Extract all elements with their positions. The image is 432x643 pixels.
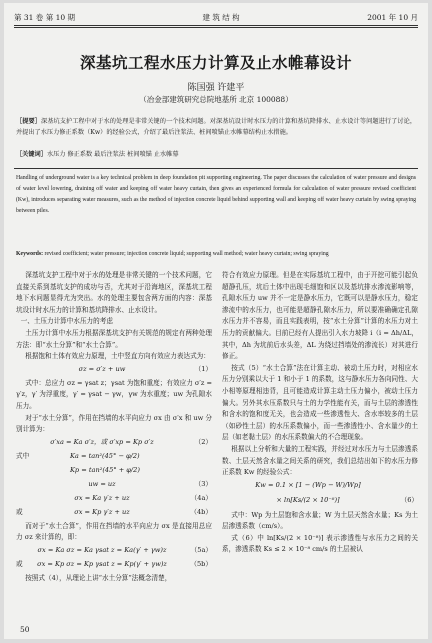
volume-issue: 第 31 卷 第 10 期 [14, 12, 76, 22]
keywords-english [16, 249, 416, 260]
journal-name: 建 筑 结 构 [202, 12, 240, 22]
header-rule-double [14, 27, 418, 28]
keywords-chinese [16, 149, 416, 160]
keywords-en-text: revised coefficient; water pressure; injection concrete liquid; supporting wall method; water heavy curtain; swing spraying [43, 251, 329, 257]
paper-affiliation: （冶金部建筑研究总院地基所 北京 100088） [139, 95, 293, 104]
equation-6-continued: × ln[Ks/(2 × 10⁻⁸)] （6） [276, 495, 418, 504]
keywords-en-label: Keywords: [16, 251, 44, 257]
body-paragraph: 符合有效应力原理。但是在实际基坑工程中，由于开挖可能引起负超静孔压，坑后土体中出现毛细饱和区以及基坑排水渗流影响等，孔隙水压力 uw 并不一定是静水压力，它既可以是静水压力，稳定渗流中的水压力，也可能是超静孔隙水压力，所以要准确确定孔隙水压力并不容易，而且实践表明，按“水土分算”计算的水压力对土压力的贡献偏大。目前已经有人提出引入水力坡降 i（i = Δh/ΔL，其中，Δh 为坑前后水头差，ΔL 为绕过挡墙处的渗流长）对其进行修正。 [222, 271, 418, 361]
body-paragraph: 式中：Wp 为土层饱和含水量；W 为土层天然含水量；Ks 为土层渗透系数（cm/s）。 [222, 510, 418, 531]
paper-page [4, 3, 428, 639]
equation-2: σ′xa = Ka σ′z，或 σ′xp = Kp σ′z （2） [50, 437, 212, 446]
page-number: 50 [20, 625, 30, 634]
body-paragraph: 根据以上分析和大量的工程实践，并经过对水压力与土层渗透系数、土层天然含水量之间关系的研究，我们总结出如下的水压力修正系数 Kw 的经验公式： [222, 444, 418, 477]
body-paragraph: 土压力计算中水压力根据深基坑支护有关规范的规定有两种处理方法：即“水土分算”和“水土合算”。 [16, 328, 212, 349]
equation-3: uw = uz （3） [88, 479, 212, 488]
equation-1: σz = σ′z + uw （1） [78, 364, 212, 373]
body-paragraph: 根据饱和土体有效应力原理，土中竖直方向有效应力表达式为： [25, 352, 210, 361]
section-heading: 一、土压力计算中水压力的考虑 [20, 317, 113, 326]
equation-5b: 或 σx = Kp σz = Kp γsat z = Kp(γ′ + γw)z （5b） [16, 559, 212, 568]
abstract-text: 深基坑支护工程中对于水的处理是非常关键的一个技术问题。对深基坑设计时水压力的计算和基坑降排水、止水设计等问题进行了讨论，并提出了水压力修正系数（Kw）的经验公式，介绍了最后注浆法、桩间喷锚止水帷幕结构止水措施。 [16, 118, 417, 136]
paper-title: 深基坑工程水压力计算及止水帷幕设计 [79, 53, 352, 72]
body-paragraph: 而对于“水土合算”，作用在挡墙的水平向应力 σx 是直接用总应力 σz 来计算的，即： [16, 521, 212, 542]
paper-authors: 陈国强 许建平 [187, 83, 245, 93]
abstract-label: ［提要］ [16, 118, 42, 125]
header-rule [14, 25, 418, 26]
body-paragraph: 按照式（4），从理论上讲“水土分算”法概念清楚， [25, 573, 172, 582]
body-paragraph: 对于“水土分算”，作用在挡墙的水平向应力 σx 由 σ′x 和 uw 分别计算为： [16, 413, 212, 434]
equation-ka: 式中 Ka = tan²(45° − φ/2) [16, 451, 140, 460]
body-paragraph: 式（6）中 ln[Ks/(2 × 10⁻⁸)] 表示渗透性与水压力之间的关系，渗透系数 Ks ≤ 2 × 10⁻⁸ cm/s 的土层被认 [222, 533, 418, 554]
body-paragraph: 式中：总应力 σz = γsat z；γsat 为饱和重度；有效应力 σ′z = γ′z，γ′ 为浮重度，γ′ = γsat − γw，γw 为水重度；uw 为孔隙水压力。 [16, 378, 212, 410]
body-column-right [222, 270, 418, 556]
running-header [14, 11, 418, 23]
keywords-label: ［关键词］ [16, 151, 47, 158]
abstract-rule [14, 168, 418, 169]
equation-4a: σx = Ka γ′z + uz （4a） [74, 493, 212, 502]
equation-kp: Kp = tan²(45° + φ/2) [70, 465, 140, 474]
equation-5a: σx = Ka σz = Ka γsat z = Ka(γ′ + γw)z （5a） [37, 545, 212, 554]
equation-6: Kw = 0.1 × [1 − (Wp − W)/Wp] [255, 480, 361, 489]
issue-date: 2001 年 10 月 [367, 12, 418, 22]
body-column-left [16, 270, 212, 585]
abstract-chinese [16, 116, 416, 138]
equation-4b: 或 σx = Kp γ′z + uz （4b） [16, 507, 212, 516]
keywords-text: 水压力 修正系数 最后注浆法 桩间喷锚 止水帷幕 [46, 151, 179, 158]
body-paragraph: 深基坑支护工程中对于水的处理是非常关键的一个技术问题，它直接关系到基坑支护的成功与否，尤其对于沿海地区，深基坑工程地下水问题显得尤为突出。水的处理主要包含两方面的内容：深基坑设计时水压力的计算和基坑降排水、止水设计。 [16, 271, 212, 314]
abstract-english: Handling of underground water is a key technical problem in deep foundation pit supporting engineering. The paper discusses the calculation of water pressure and designs of water level lowering, draining off water and keeping off water heavy curtain, then gives an experienced formula for calculation of water pressure revised coefficient (Kw), introduces separating water measures, such as the method of injection concrete liquid behind supporting wall and keeping off water heavy curtain by swing spraying between piles. [16, 175, 416, 214]
body-paragraph: 按式（5）“水土合算”法在计算主动、被动土压力时，对相应水压力分别乘以大于 1 和小于 1 的系数，这与静水压力各向同性、大小相等原理相违背，且可能造成计算主动土压力偏小，被动土压力偏大。另外其水压系数只与土的力学性能有关，而与土层的渗透性和含水的饱和度无关，也会造成一些渗透性大、含水率较多的土层（如砂性土层）的水压系数偏小，而一些渗透性小、含水量少的土层（如老黏土层）的水压系数偏大的不合理现象。 [222, 363, 418, 442]
